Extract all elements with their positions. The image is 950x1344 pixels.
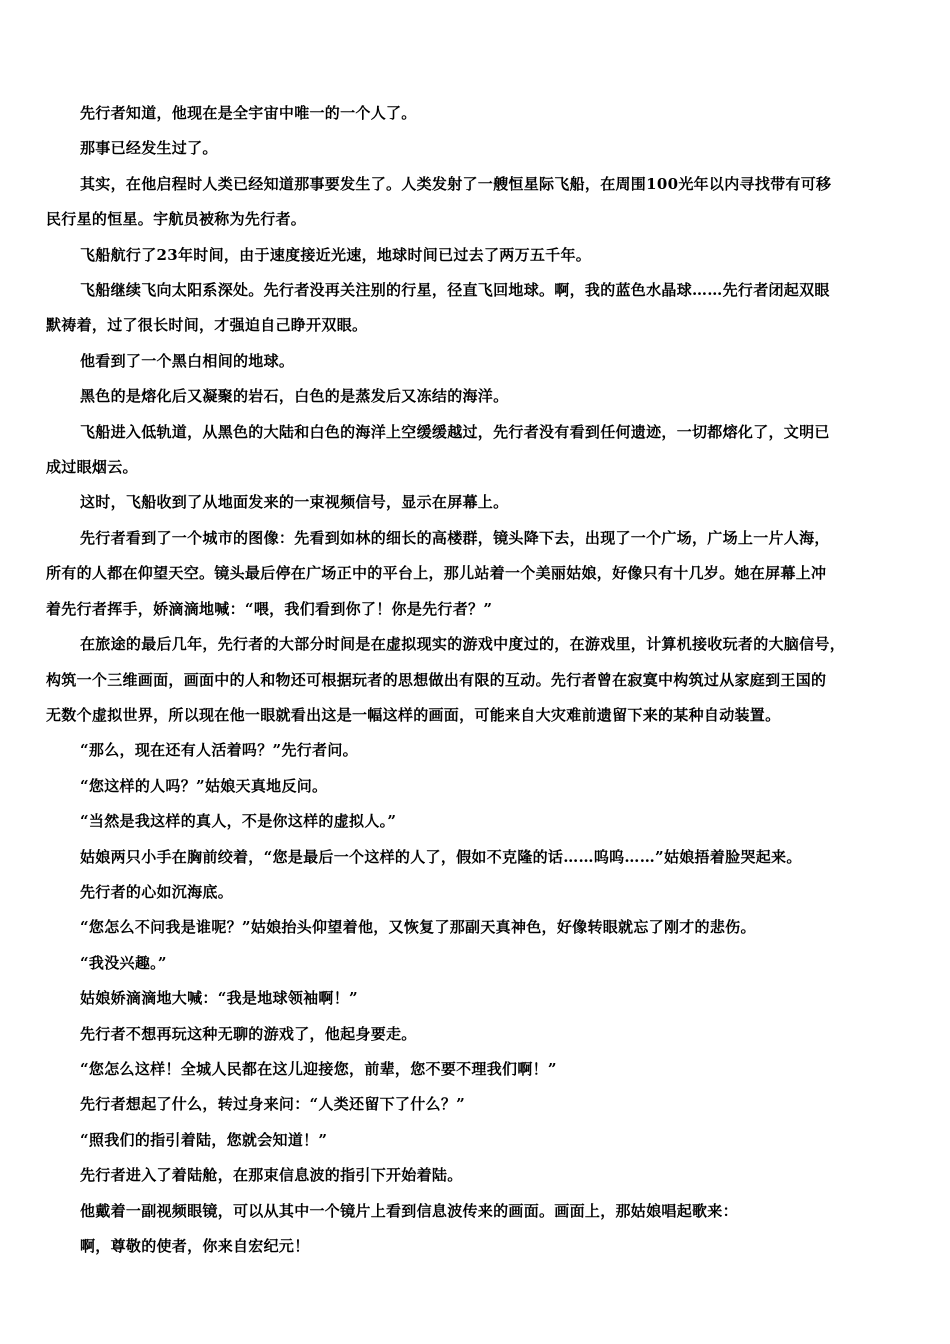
paragraph-line: 飞船继续飞向太阳系深处。先行者没再关注别的行星，径直飞回地球。啊，我的蓝色水晶球……先行者闭起双眼 — [80, 281, 830, 300]
paragraph-line: “您这样的人吗？”姑娘天真地反问。 — [80, 776, 328, 795]
paragraph-line: 姑娘娇滴滴地大喊：“我是地球领袖啊！” — [80, 989, 358, 1008]
paragraph-continuation-line: 着先行者挥手，娇滴滴地喊：“喂，我们看到你了！你是先行者？” — [46, 599, 493, 618]
paragraph-line: 先行者想起了什么，转过身来问：“人类还留下了什么？” — [80, 1095, 466, 1114]
paragraph-line: 黑色的是熔化后又凝聚的岩石，白色的是蒸发后又冻结的海洋。 — [80, 387, 509, 406]
paragraph-line: “您怎么不问我是谁呢？”姑娘抬头仰望着他，又恢复了那副天真神色，好像转眼就忘了刚才的悲伤。 — [80, 918, 756, 937]
paragraph-line: 啊，尊敬的使者，你来自宏纪元！ — [80, 1237, 310, 1255]
paragraph-line: 这时，飞船收到了从地面发来的一束视频信号，显示在屏幕上。 — [80, 493, 509, 512]
paragraph-line: 那事已经发生过了。 — [80, 139, 218, 158]
paragraph-continuation-line: 构筑一个三维画面，画面中的人和物还可根据玩者的思想做出有限的互动。先行者曾在寂寞中构筑过从家庭到王国的 — [46, 670, 827, 689]
paragraph-line: 其实，在他启程时人类已经知道那事要发生了。人类发射了一艘恒星际飞船，在周围100光年以内寻找带有可移 — [80, 174, 832, 193]
paragraph-line: “您怎么这样！全城人民都在这儿迎接您，前辈，您不要不理我们啊！” — [80, 1059, 557, 1078]
paragraph-line: 先行者知道，他现在是全宇宙中唯一的一个人了。 — [80, 104, 417, 122]
paragraph-line: “当然是我这样的真人，不是你这样的虚拟人。” — [80, 812, 397, 831]
paragraph-line: 他看到了一个黑白相间的地球。 — [80, 351, 295, 370]
paragraph-continuation-line: 无数个虚拟世界，所以现在他一眼就看出这是一幅这样的画面，可能来自大灾难前遗留下来的某种自动装置。 — [46, 705, 781, 724]
paragraph-line: 先行者不想再玩这种无聊的游戏了，他起身要走。 — [80, 1024, 417, 1043]
paragraph-line: 先行者的心如沉海底。 — [80, 882, 234, 901]
paragraph-line: 姑娘两只小手在胸前绞着，“您是最后一个这样的人了，假如不克隆的话……呜呜……”姑娘捂着脸哭起来。 — [80, 847, 802, 866]
paragraph-line: “那么，现在还有人活着吗？”先行者问。 — [80, 741, 358, 760]
paragraph-continuation-line: 默祷着，过了很长时间，才强迫自己睁开双眼。 — [46, 316, 368, 335]
paragraph-line: 他戴着一副视频眼镜，可以从其中一个镜片上看到信息波传来的画面。画面上，那姑娘唱起歌来： — [80, 1201, 738, 1220]
paragraph-line: 先行者进入了着陆舱，在那束信息波的指引下开始着陆。 — [80, 1166, 463, 1185]
paragraph-line: 先行者看到了一个城市的图像：先看到如林的细长的高楼群，镜头降下去，出现了一个广场，广场上一片人海， — [80, 528, 830, 547]
paragraph-line: “照我们的指引着陆，您就会知道！” — [80, 1130, 328, 1149]
paragraph-line: 飞船进入低轨道，从黑色的大陆和白色的海洋上空缓缓越过，先行者没有看到任何遗迹，一切都熔化了，文明已 — [80, 422, 830, 441]
paragraph-continuation-line: 成过眼烟云。 — [46, 458, 138, 477]
paragraph-line: “我没兴趣。” — [80, 953, 167, 972]
paragraph-continuation-line: 所有的人都在仰望天空。镜头最后停在广场正中的平台上，那儿站着一个美丽姑娘，好像只有十几岁。她在屏幕上冲 — [46, 564, 827, 583]
paragraph-line: 在旅途的最后几年，先行者的大部分时间是在虚拟现实的游戏中度过的，在游戏里，计算机接收玩者的大脑信号， — [80, 635, 846, 654]
paragraph-continuation-line: 民行星的恒星。宇航员被称为先行者。 — [46, 210, 307, 229]
paragraph-line: 飞船航行了23年时间，由于速度接近光速，地球时间已过去了两万五千年。 — [80, 245, 592, 264]
story-text — [46, 96, 902, 1264]
